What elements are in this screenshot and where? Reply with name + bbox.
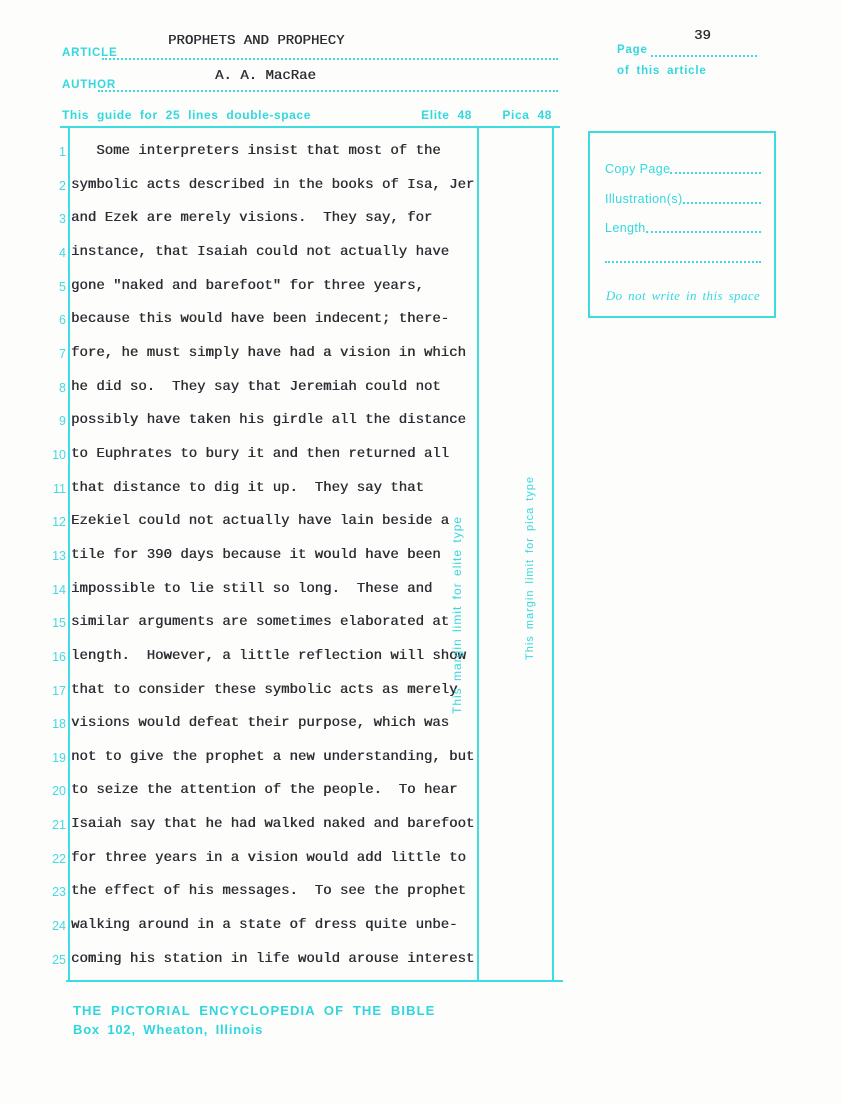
- line-number: 5: [59, 279, 66, 294]
- line-text: to Euphrates to bury it and then returned all: [71, 445, 450, 462]
- manuscript-line: [40, 950, 500, 984]
- line-number: 15: [52, 616, 66, 631]
- line-text: similar arguments are sometimes elaborated at: [71, 614, 450, 631]
- line-number: 23: [52, 885, 66, 900]
- article-dotted-line: [102, 58, 558, 60]
- manuscript-line: [40, 916, 500, 950]
- line-number: 20: [52, 784, 66, 799]
- manuscript-line: [40, 647, 500, 681]
- manuscript-line: [40, 882, 500, 916]
- line-text: gone "naked and barefoot" for three years,: [71, 277, 424, 294]
- publisher-name: THE PICTORIAL ENCYCLOPEDIA OF THE BIBLE: [73, 1003, 436, 1018]
- line-text: possibly have taken his girdle all the distance: [71, 412, 466, 429]
- manuscript-line: [40, 613, 500, 647]
- length-label: Length: [605, 221, 646, 236]
- copy-page-row: [605, 159, 761, 176]
- copy-page-dotted-line: [670, 172, 761, 174]
- manuscript-line: [40, 344, 500, 378]
- manuscript-line: [40, 142, 500, 176]
- article-label: ARTICLE: [62, 47, 118, 59]
- illustrations-dotted-line: [683, 202, 761, 204]
- line-number: 6: [59, 313, 66, 328]
- pica-label: Pica 48: [502, 108, 552, 122]
- line-text: instance, that Isaiah could not actually have: [71, 243, 450, 260]
- line-text: Ezekiel could not actually have lain beside a: [71, 513, 450, 530]
- manuscript-line: [40, 479, 500, 513]
- top-rule: [60, 126, 560, 128]
- guide-note: This guide for 25 lines double-space: [62, 108, 311, 122]
- publisher-address: Box 102, Wheaton, Illinois: [73, 1022, 264, 1037]
- line-text: for three years in a vision would add little to: [71, 849, 466, 866]
- line-number: 10: [52, 447, 66, 462]
- manuscript-line: [40, 378, 500, 412]
- manuscript-line: [40, 277, 500, 311]
- line-text: tile for 390 days because it would have been: [71, 546, 441, 563]
- manuscript-line: [40, 243, 500, 277]
- manuscript-line: [40, 209, 500, 243]
- line-text: and Ezek are merely visions. They say, for: [71, 210, 433, 227]
- elite-margin-note: This margin limit for elite type: [450, 515, 464, 714]
- line-number: 18: [52, 717, 66, 732]
- blank-dotted-line: [605, 261, 761, 263]
- page-label: Page: [617, 44, 648, 56]
- manuscript-line: [40, 512, 500, 546]
- line-number: 24: [52, 919, 66, 934]
- do-not-write-box: [588, 131, 776, 318]
- manuscript-lines: [40, 142, 500, 983]
- line-number: 1: [59, 145, 66, 159]
- manuscript-line: [40, 714, 500, 748]
- line-number: 8: [59, 380, 66, 395]
- line-text: the effect of his messages. To see the prophet: [71, 883, 466, 900]
- line-number: 7: [59, 346, 66, 361]
- article-title-typed: PROPHETS AND PROPHECY: [168, 33, 345, 49]
- length-row: [605, 219, 761, 236]
- author-label: AUTHOR: [62, 79, 116, 91]
- line-number: 16: [52, 649, 66, 664]
- pica-margin-rule: [552, 126, 554, 982]
- line-text: that to consider these symbolic acts as merely: [71, 681, 458, 698]
- manuscript-line: [40, 580, 500, 614]
- manuscript-line: [40, 176, 500, 210]
- length-dotted-line: [646, 231, 761, 233]
- line-number: 4: [59, 245, 66, 260]
- line-number: 13: [52, 548, 66, 563]
- line-number: 3: [59, 212, 66, 227]
- author-name-typed: A. A. MacRae: [215, 68, 316, 84]
- manuscript-line: [40, 849, 500, 883]
- manuscript-line: [40, 310, 500, 344]
- illustrations-row: [605, 189, 761, 206]
- line-number: 19: [52, 750, 66, 765]
- manuscript-line: [40, 815, 500, 849]
- line-number: 12: [52, 515, 66, 530]
- page-sub-label: of this article: [617, 65, 707, 77]
- line-text: Isaiah say that he had walked naked and barefoot: [71, 816, 475, 833]
- line-text: fore, he must simply have had a vision in which: [71, 344, 466, 361]
- page-number-typed: 39: [694, 28, 711, 44]
- line-text: that distance to dig it up. They say that: [71, 479, 424, 496]
- manuscript-line: [40, 546, 500, 580]
- line-number: 14: [52, 582, 66, 597]
- manuscript-line: [40, 445, 500, 479]
- line-text: because this would have been indecent; there-: [71, 311, 450, 328]
- blank-row: [605, 248, 761, 265]
- line-text: Some interpreters insist that most of the: [71, 143, 441, 159]
- line-text: coming his station in life would arouse interest: [71, 950, 475, 967]
- elite-label: Elite 48: [421, 108, 472, 122]
- pica-margin-note: This margin limit for pica type: [524, 475, 536, 660]
- line-number: 11: [53, 481, 66, 496]
- line-text: impossible to lie still so long. These and: [71, 580, 433, 597]
- line-number: 17: [52, 683, 66, 698]
- line-text: visions would defeat their purpose, which was: [71, 715, 450, 732]
- line-text: he did so. They say that Jeremiah could not: [71, 378, 441, 395]
- manuscript-line: [40, 748, 500, 782]
- manuscript-line: [40, 681, 500, 715]
- line-text: to seize the attention of the people. To hear: [71, 782, 458, 799]
- line-text: length. However, a little reflection will show: [71, 647, 466, 664]
- page-dotted-line: [651, 55, 757, 57]
- line-number: 9: [59, 414, 66, 429]
- line-number: 22: [52, 851, 66, 866]
- footer: [73, 1003, 435, 1037]
- line-number: 21: [52, 818, 66, 833]
- manuscript-line: [40, 781, 500, 815]
- line-text: symbolic acts described in the books of Isa, Jer: [71, 176, 475, 193]
- line-number: 2: [59, 178, 66, 193]
- line-text: not to give the prophet a new understanding, but: [71, 748, 475, 765]
- author-dotted-line: [98, 90, 558, 92]
- manuscript-line: [40, 411, 500, 445]
- line-number: 25: [52, 952, 66, 967]
- copy-page-label: Copy Page: [605, 161, 671, 176]
- illustrations-label: Illustration(s): [605, 191, 683, 206]
- do-not-write-note: Do not write in this space: [605, 288, 761, 303]
- line-text: walking around in a state of dress quite unbe-: [71, 917, 458, 934]
